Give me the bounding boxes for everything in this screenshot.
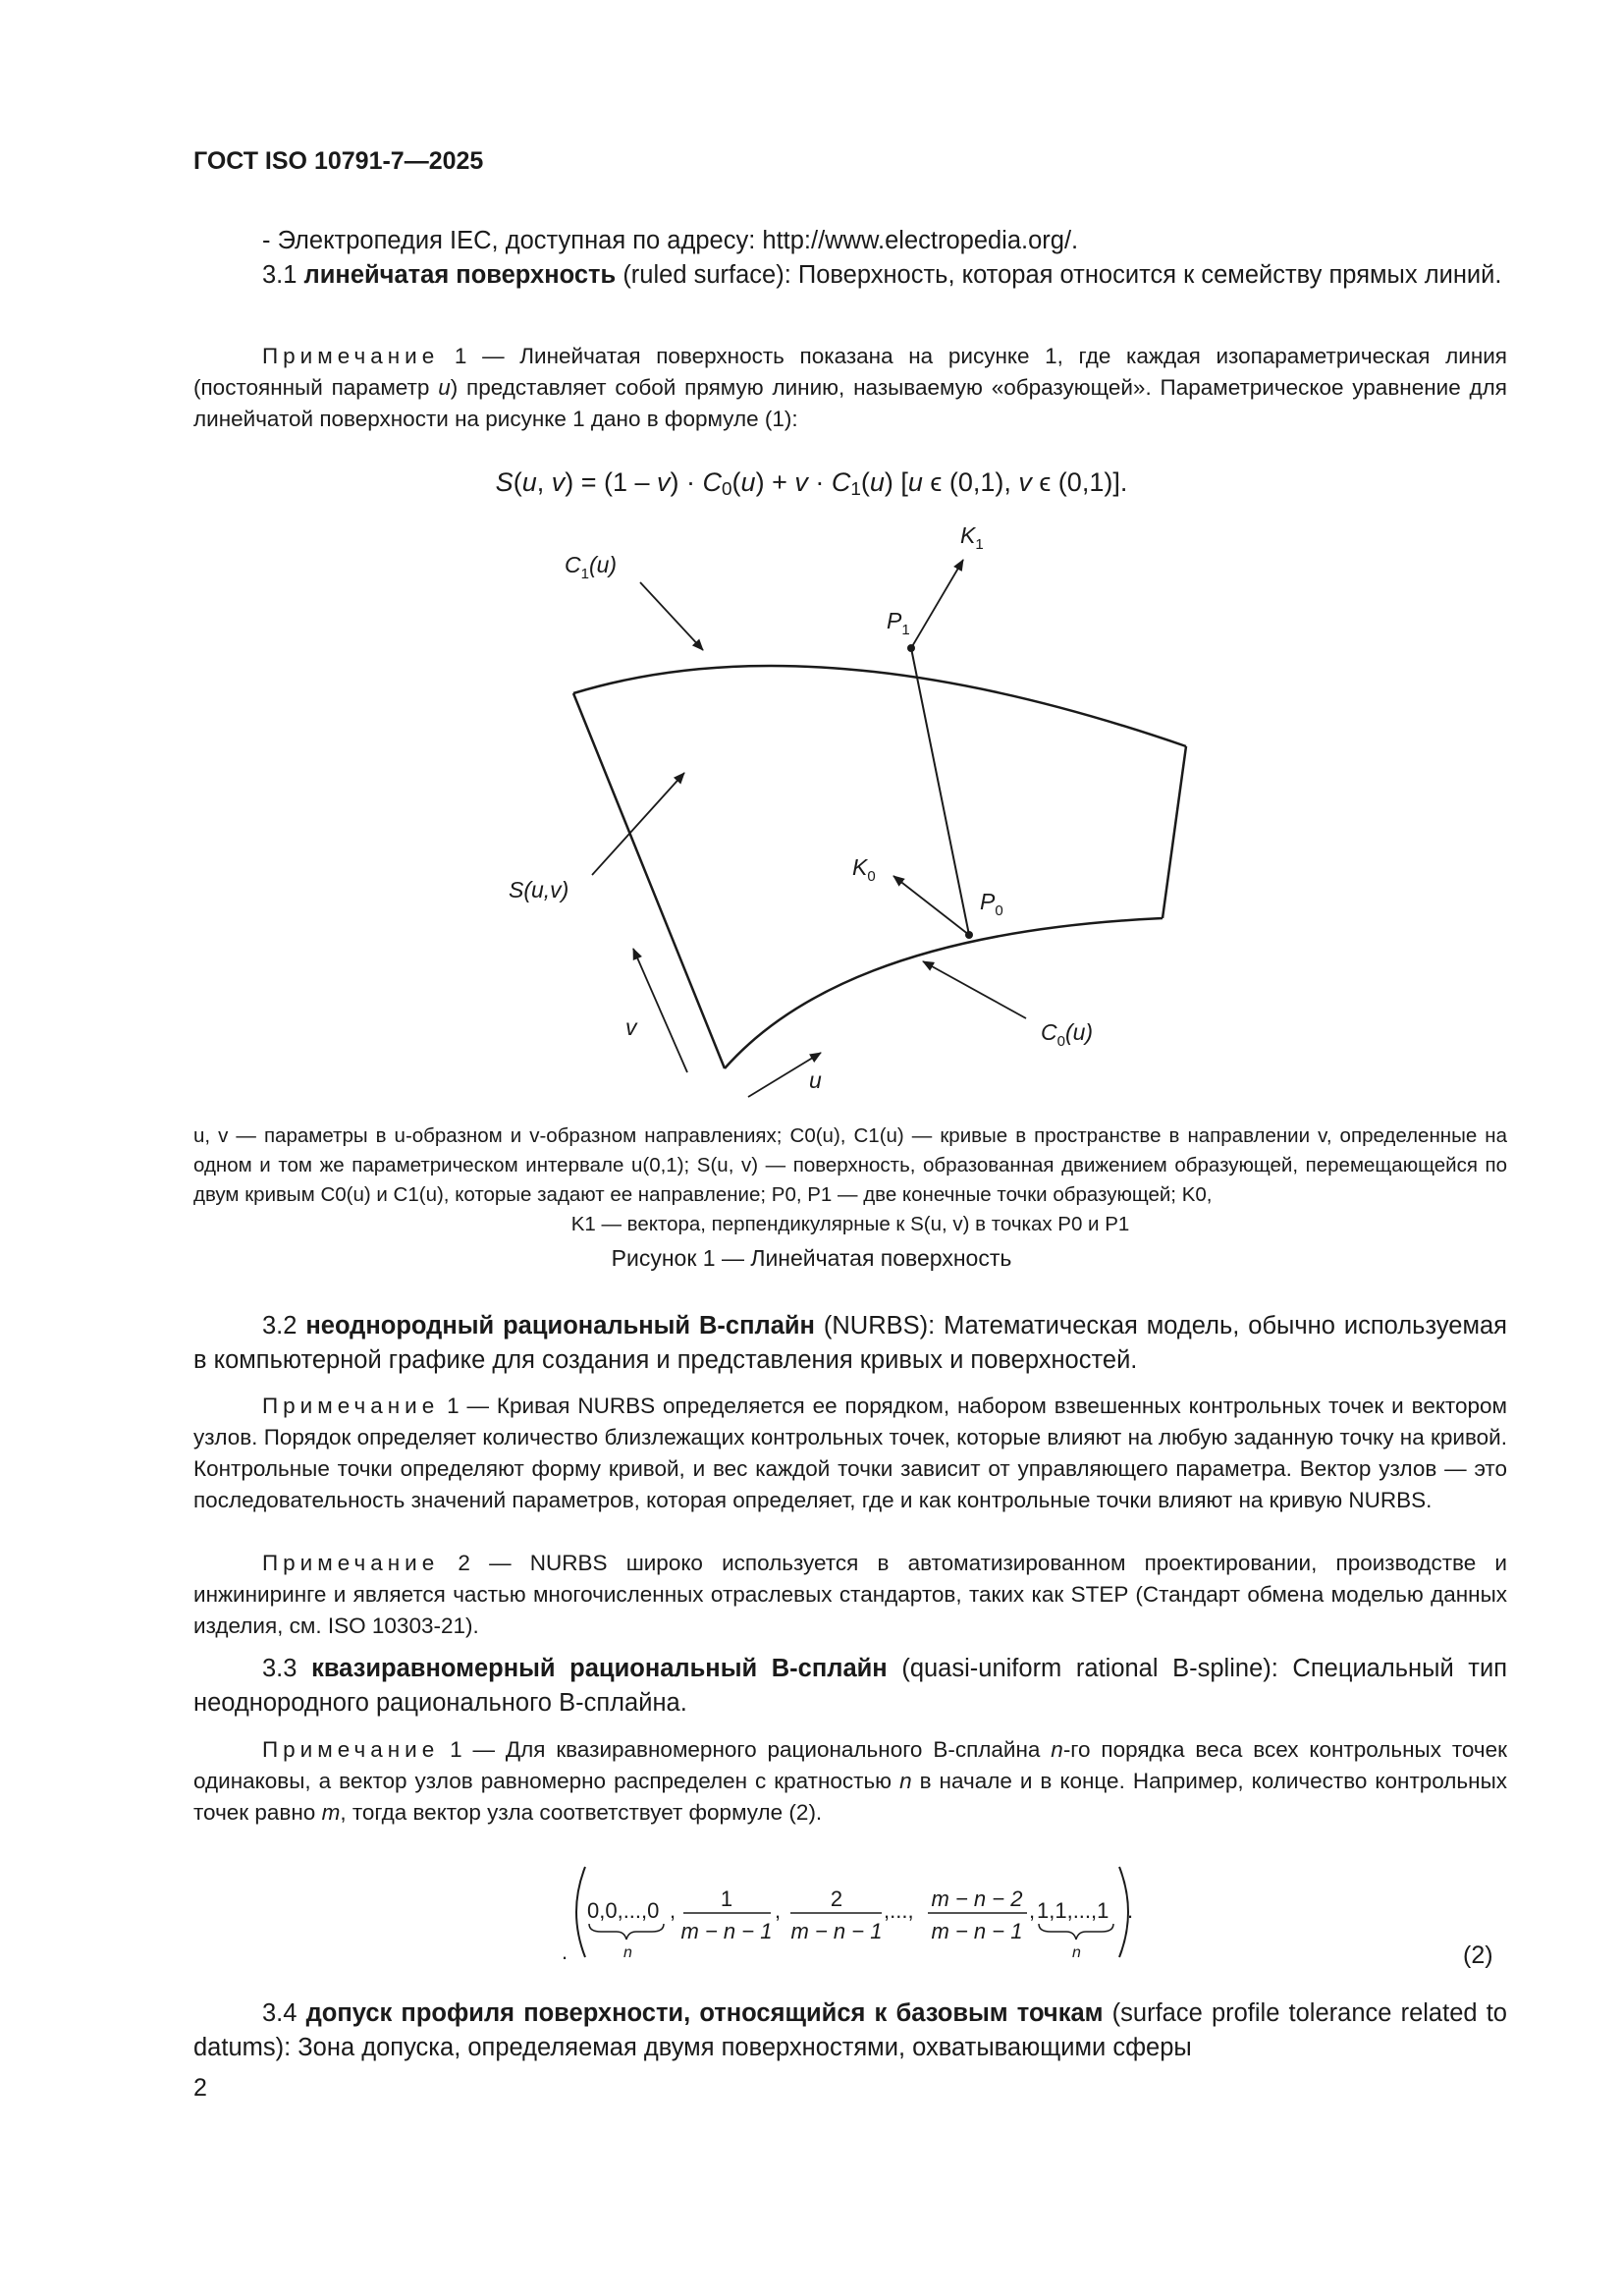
c0-leader-arrow: [923, 961, 1026, 1018]
k1-arrow: [911, 560, 963, 648]
note-var: m: [321, 1800, 341, 1825]
note-var: n: [1051, 1737, 1063, 1762]
intro-line: - Электропедия IEC, доступная по адресу: http://www.electropedia.org/.: [262, 227, 1079, 254]
note-label: Примечание: [262, 1551, 440, 1575]
label-c1: $C_1(u)$: [565, 552, 618, 582]
formula-den-1: m − n − 1: [680, 1919, 773, 1943]
generatrix-line: [911, 648, 969, 935]
formula-leading-dot: .: [562, 1940, 568, 1964]
formula-2: [550, 1861, 1159, 1969]
term-name: квазиравномерный рациональный B-сплайн: [311, 1655, 888, 1682]
formula-n-under-2: n: [1072, 1944, 1081, 1961]
formula-num-2: 2: [830, 1886, 843, 1911]
note-number: 1: [447, 1394, 460, 1418]
label-k0: $K_0$: [852, 854, 876, 885]
note-text: — Для квазиравномерного рационального B-сплайна: [461, 1737, 1052, 1762]
term-3-4: [193, 1996, 1507, 2065]
term-number: 3.4: [262, 1999, 298, 2027]
formula-ones: 1,1,...,1: [1037, 1898, 1109, 1923]
note-text: -го порядка веса всех контрольных точек одинаковы, а вектор узлов равномерно распределен с кратностью: [193, 1737, 1507, 1793]
note-label: Примечание: [262, 1394, 440, 1418]
term-name: допуск профиля поверхности, относящийся к базовым точкам: [305, 1999, 1104, 2027]
label-v: v: [625, 1014, 637, 1040]
figure-caption: Рисунок 1 — Линейчатая поверхность: [611, 1245, 1012, 1271]
v-direction-arrow: [633, 949, 687, 1072]
formula-1: S(u, $v) = (1 - v) \cdot C_0(u) + v \cdot C_1(u)$ [u ϵ (0,1), v ϵ (0,1)].: [495, 467, 1128, 500]
term-number: 3.1: [262, 261, 298, 289]
term-number: 3.2: [262, 1312, 298, 1339]
note-3-2-1: [193, 1391, 1507, 1516]
note-text: — Линейчатая поверхность показана на рисунке 1, где каждая изопараметрическая линия (постоянный параметр: [193, 344, 1507, 400]
note-text: , тогда вектор узла соответствует формуле (2).: [340, 1800, 823, 1825]
formula-den-3: m − n − 1: [931, 1919, 1023, 1943]
surface-right-edge: [1163, 746, 1186, 918]
document-header: ГОСТ ISO 10791-7—2025: [193, 147, 484, 175]
note-number: 1: [454, 344, 467, 368]
surface-top-curve: [573, 666, 1186, 746]
formula-num-1: 1: [720, 1886, 733, 1911]
label-c0: $C_0(u)$: [1041, 1019, 1094, 1050]
term-number: 3.3: [262, 1655, 298, 1682]
s-leader-arrow: [592, 773, 684, 875]
note-text: в начале и в конце. Например, количество контрольных точек равно: [193, 1769, 1507, 1825]
page-number: 2: [193, 2074, 207, 2102]
formula-num-3: m − n − 2: [931, 1886, 1023, 1911]
note-text: — Кривая NURBS определяется ее порядком, набором взвешенных контрольных точек и вектором узлов. Порядок определяет количество близлежащих контрольных точек, которые влияют на любую заданную точку на кривой. Контрольные точки определяют форму кривой, и вес каждой точки зависит от управляющего параметра. Вектор узлов — это последовательность значений параметров, которая определяет, где и как контрольные точки влияют на кривую NURBS.: [193, 1394, 1507, 1512]
point-p0: [965, 931, 973, 939]
note-number: 1: [450, 1737, 462, 1762]
c1-leader-arrow: [640, 582, 703, 650]
label-p1: $P_1$: [887, 608, 910, 638]
term-3-3: [193, 1652, 1507, 1721]
svg-text:,: ,: [1029, 1898, 1036, 1923]
formula-end-dot: .: [1127, 1898, 1134, 1923]
formula-den-2: m − n − 1: [790, 1919, 883, 1943]
point-p1: [907, 644, 915, 652]
label-u: u: [809, 1067, 822, 1093]
note-text: ) представляет собой прямую линию, называемую «образующей». Параметрическое уравнение для линейчатой поверхности на рисунке 1 дано в формуле (1):: [193, 375, 1507, 431]
svg-text:,: ,: [670, 1898, 676, 1923]
figure-ruled-surface: [0, 0, 1623, 1120]
surface-left-edge: [573, 693, 725, 1068]
label-k1: $K_1$: [960, 522, 984, 553]
note-3-2-2: [193, 1548, 1507, 1642]
formula-zeros: 0,0,...,0: [587, 1898, 660, 1923]
note-text: — NURBS широко используется в автоматизированном проектировании, производстве и инжиниринге и является частью многочисленных отраслевых стандартов, таких как STEP (Стандарт обмена моделью данных изделия, см. ISO 10303-21).: [193, 1551, 1507, 1638]
note-var: n: [899, 1769, 912, 1793]
term-name: неоднородный рациональный B-сплайн: [305, 1312, 815, 1339]
term-definition: (quasi-uniform rational B-spline): Специальный тип неоднородного рационального B-сплайна.: [193, 1655, 1508, 1717]
term-definition: (ruled surface): Поверхность, которая относится к семейству прямых линий.: [622, 261, 1502, 289]
note-number: 2: [458, 1551, 470, 1575]
term-name: линейчатая поверхность: [303, 261, 617, 289]
note-3-3-1: [193, 1734, 1507, 1829]
k0-arrow: [893, 876, 969, 935]
label-p0: $P_0$: [980, 889, 1003, 919]
term-definition: (NURBS): Математическая модель, обычно используемая в компьютерной графике для создания и представления кривых и поверхностей.: [193, 1312, 1507, 1374]
legend-line-2: K1 — вектора, перпендикулярные к S(u, v) в точках P0 и P1: [570, 1213, 1130, 1235]
note-label: Примечание: [262, 1737, 440, 1762]
note-label: Примечание: [262, 344, 440, 368]
formula-n-under-1: n: [623, 1944, 632, 1961]
label-s: S(u,v): [509, 877, 569, 902]
note-var: u: [438, 375, 451, 400]
surface-bottom-curve: [725, 918, 1163, 1068]
formula-2-number: (2): [1463, 1941, 1493, 1969]
figure-legend: [193, 1121, 1507, 1239]
svg-text:,: ,: [775, 1898, 782, 1923]
term-definition: (surface profile tolerance related to datums): Зона допуска, определяемая двумя поверхностями, охватывающими сферы: [193, 1999, 1507, 2061]
formula-dots: ,...,: [884, 1898, 914, 1923]
legend-line-1: u, v — параметры в u-образном и v-образном направлениях; C0(u), C1(u) — кривые в пространстве в направлении v, определенные на одном и том же параметрическом интервале u(0,1); S(u, v) — поверхность, образованная движением образующей, перемещающейся по двум кривым C0(u) и C1(u), которые задают ее направление; P0, P1 — две конечные точки образующей; K0,: [193, 1124, 1507, 1206]
term-3-2: [193, 1309, 1507, 1378]
